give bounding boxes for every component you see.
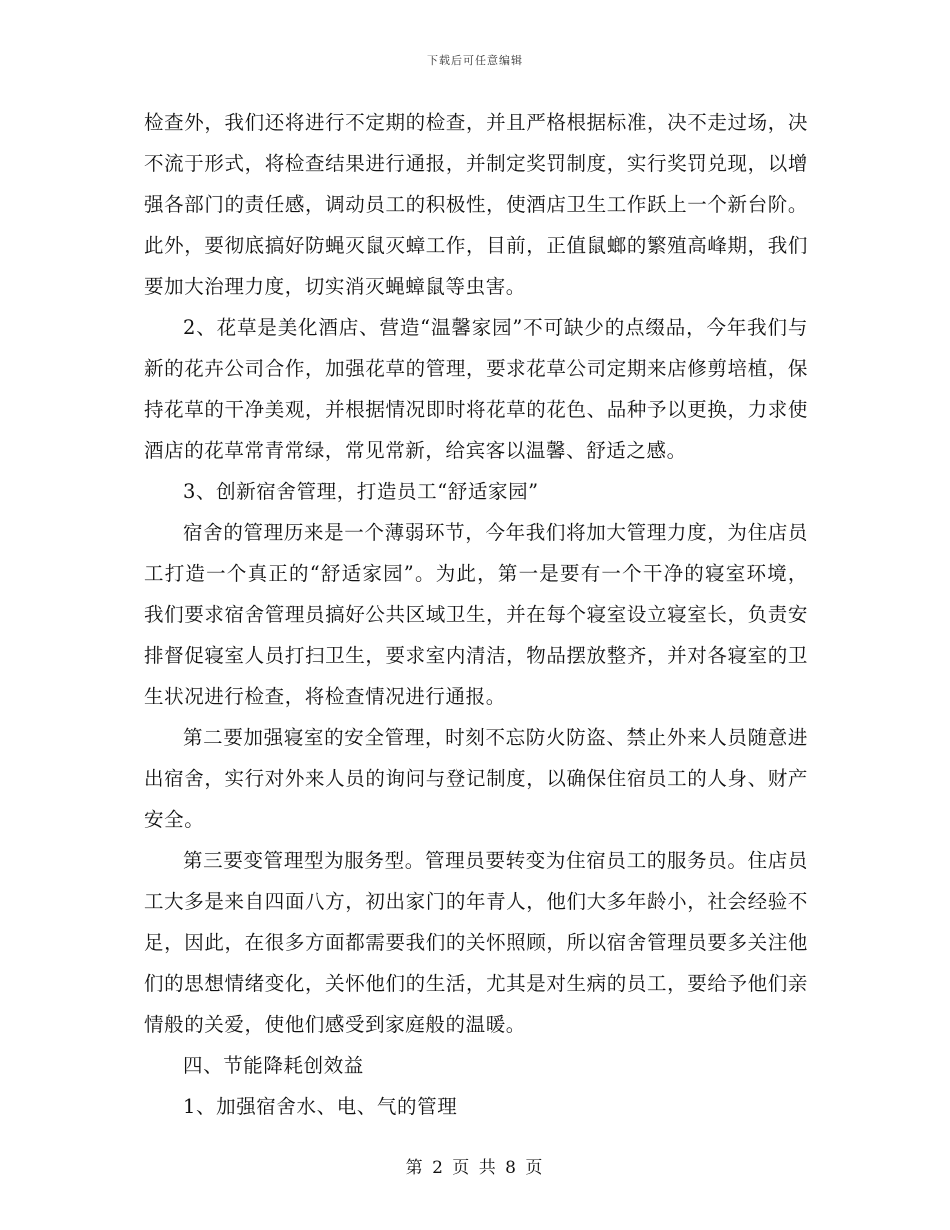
- document-body: [144, 102, 808, 1127]
- section-heading-energy: 四、节能降耗创效益: [183, 1054, 364, 1077]
- section-heading-dormitory: 3、创新宿舍管理，打造员工“舒适家园”: [183, 480, 539, 503]
- page-header-note: 下载后可任意编辑: [427, 54, 523, 67]
- paragraph-flowers: 2、花草是美化酒店、营造“温馨家园”不可缺少的点缀品，今年我们与新的花卉公司合作，加强花草的管理，要求花草公司定期来店修剪培植，保持花草的干净美观，并根据情况即时将花草的花色、品种予以更换，力求使酒店的花草常青常绿，常见常新，给宾客以温馨、舒适之感。: [144, 316, 808, 462]
- paragraph-dormitory-service: 第三要变管理型为服务型。管理员要转变为住宿员工的服务员。住店员工大多是来自四面八方，初出家门的年青人，他们大多年龄小，社会经验不足，因此，在很多方面都需要我们的关怀照顾，所以宿舍管理员要多关注他们的思想情绪变化，关怀他们的生活，尤其是对生病的员工，要给予他们亲情般的关爱，使他们感受到家庭般的温暖。: [144, 849, 808, 1036]
- subsection-heading-utilities: 1、加强宿舍水、电、气的管理: [183, 1095, 458, 1118]
- page-number: 第 2 页 共 8 页: [405, 1158, 545, 1178]
- paragraph-dormitory-first: 宿舍的管理历来是一个薄弱环节，今年我们将加大管理力度，为住店员工打造一个真正的“舒适家园”。为此，第一是要有一个干净的寝室环境，我们要求宿舍管理员搞好公共区域卫生，并在每个寝室设立寝室长，负责安排督促寝室人员打扫卫生，要求室内清洁，物品摆放整齐，并对各寝室的卫生状况进行检查，将检查情况进行通报。: [144, 521, 808, 708]
- paragraph-dormitory-safety: 第二要加强寝室的安全管理，时刻不忘防火防盗、禁止外来人员随意进出宿舍，实行对外来人员的询问与登记制度，以确保住宿员工的人身、财产安全。: [144, 726, 808, 831]
- paragraph-hygiene-inspection: 检查外，我们还将进行不定期的检查，并且严格根据标准，决不走过场，决不流于形式，将检查结果进行通报，并制定奖罚制度，实行奖罚兑现，以增强各部门的责任感，调动员工的积极性，使酒店卫生工作跃上一个新台阶。此外，要彻底搞好防蝇灭鼠灭蟑工作，目前，正值鼠螂的繁殖高峰期，我们要加大治理力度，切实消灭蝇蟑鼠等虫害。: [144, 111, 808, 298]
